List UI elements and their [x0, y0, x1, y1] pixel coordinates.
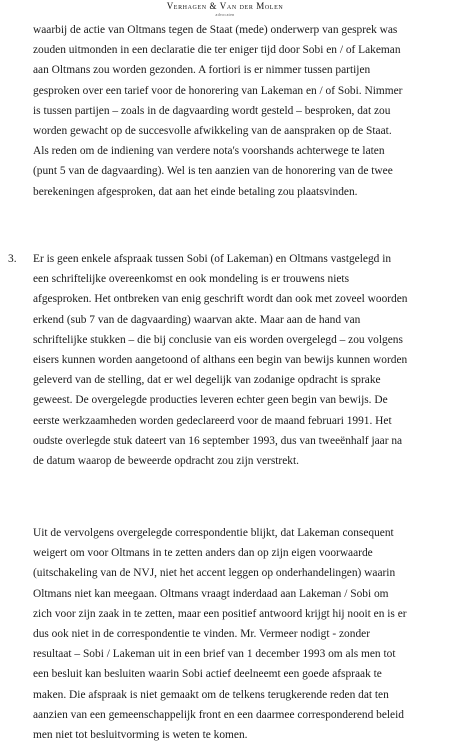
text-line: erkend (sub 7 van de dagvaarding) waarvan akte. Maar aan de hand van	[33, 313, 361, 326]
text-line: aan Oltmans zou worden gezonden. A fortiori is er nimmer tussen partijen	[33, 64, 371, 77]
text-line: Er is geen enkele afspraak tussen Sobi (of Lakeman) en Oltmans vastgelegd in	[33, 253, 392, 265]
text-line: gesproken over een tarief voor de honorering van Lakeman en / of Sobi. Nimmer	[33, 84, 403, 97]
text-line: is tussen partijen – zoals in de dagvaarding wordt gesteld – besproken, dat zou	[33, 104, 391, 117]
text-line: waarbij de actie van Oltmans tegen de Staat (mede) onderwerp van gesprek was	[33, 24, 398, 36]
text-line: resultaat – Sobi / Lakeman uit in een brief van 1 december 1993 om als men tot	[33, 648, 396, 661]
letterhead-subtitle: advocaten	[215, 12, 235, 17]
text-line: dus ook niet in de correspondentie te vinden. Mr. Vermeer nodigt - zonder	[33, 628, 370, 641]
text-line: aanzien van een gemeenschappelijk front en een daarmee corresponderend beleid	[33, 708, 404, 721]
letterhead-firm-name: Verhagen & Van der Molen	[166, 1, 284, 11]
text-line: schriftelijke stukken – die bij conclusie van eis worden overgelegd – zou volgens	[33, 333, 403, 346]
paragraph-correspondence	[33, 523, 423, 745]
text-line: eerste werkzaamheden worden gedeclareerd voor de maand februari 1991. Het	[33, 414, 392, 427]
text-line: zich voor zijn zaak in te zetten, maar een positief antwoord krijgt hij nooit en is er	[33, 607, 407, 620]
text-line: Uit de vervolgens overgelegde correspondentie blijkt, dat Lakeman consequent	[33, 527, 394, 539]
text-line: maken. Die afspraak is niet gemaakt om de telkens terugkerende reden dat ten	[33, 688, 389, 701]
text-line: weigert om voor Oltmans in te zetten anders dan op zijn eigen voorwaarde	[33, 547, 373, 560]
text-line: Oltmans niet kan meegaan. Oltmans vraagt inderdaad aan Lakeman / Sobi om	[33, 587, 389, 600]
text-line: afgesproken. Het ontbreken van enig geschrift wordt dan ook met zoveel woorden	[33, 293, 408, 306]
text-line: eisers kunnen worden aangetoond of althans een begin van bewijs kunnen worden	[33, 354, 408, 367]
text-line: worden gewacht op de succesvolle afwikkeling van de aanspraken op de Staat.	[33, 125, 392, 138]
paragraph-continued	[33, 20, 423, 202]
text-line: zouden uitmonden in een declaratie die ter eniger tijd door Sobi en / of Lakeman	[33, 44, 401, 57]
paragraph-section-3	[33, 249, 423, 471]
text-line: geleverd van de stelling, dat er wel degelijk van zodanige opdracht is sprake	[33, 374, 381, 387]
text-line: een besluit kan besluiten waarin Sobi actief deelneemt een goede afspraak te	[33, 668, 382, 681]
text-line: (punt 5 van de dagvaarding). Wel is ten aanzien van de honorering van de twee	[33, 165, 393, 178]
text-line: een schriftelijke overeenkomst en ook mondeling is er trouwens niets	[33, 273, 350, 286]
text-line: geweest. De overgelegde producties leveren echter geen begin van bewijs. De	[33, 394, 388, 407]
section-number: 3.	[8, 253, 17, 265]
text-line: berekeningen afgesproken, dat aan het einde betaling zou plaatsvinden.	[33, 185, 358, 198]
text-line: oudste overlegde stuk dateert van 16 september 1993, dus van tweeënhalf jaar na	[33, 434, 403, 447]
text-line: (uitschakeling van de NVJ, niet het accent leggen op onderhandelingen) waarin	[33, 567, 396, 580]
text-line: Als reden om de indiening van verdere nota's voorshands achterwege te laten	[33, 145, 385, 158]
text-line: men niet tot besluitvorming is weten te komen.	[33, 729, 248, 742]
text-line: de datum waarop de beweerde opdracht zou zijn verstrekt.	[33, 455, 299, 468]
